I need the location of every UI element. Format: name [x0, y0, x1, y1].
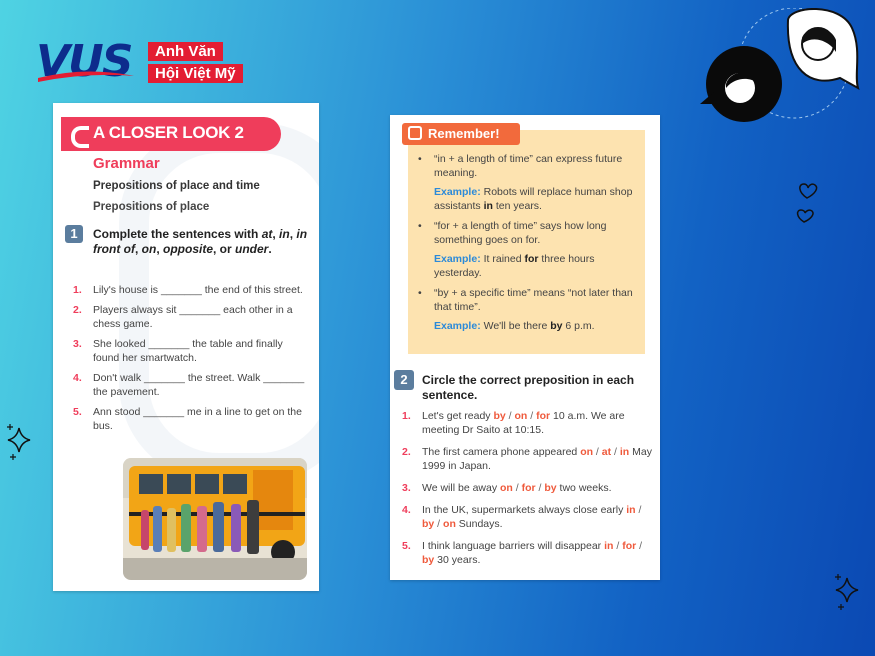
- task-number-badge: 2: [394, 370, 414, 390]
- list-item: 3. We will be away on / for / by two weeks.: [402, 482, 612, 494]
- logo-line1: Anh Văn: [148, 42, 223, 61]
- list-item: 2. Players always sit _______ each other in a chess game.: [73, 304, 293, 330]
- list-item: 1. Lily's house is _______ the end of this street.: [73, 284, 303, 296]
- list-item: 3. She looked _______ the table and finally found her smartwatch.: [73, 338, 283, 364]
- list-item: 5. Ann stood _______ me in a line to get on the bus.: [73, 406, 302, 432]
- list-item: • “in + a length of time” can express future meaning. Example: Robots will replace human shop assistants in ten years.: [416, 152, 638, 213]
- list-item: 2. The first camera phone appeared on / at / in May 1999 in Japan.: [402, 446, 652, 472]
- remember-title: Remember!: [428, 126, 500, 141]
- list-item: 4. Don't walk _______ the street. Walk _______ the pavement.: [73, 372, 305, 398]
- lightbulb-icon: [408, 126, 422, 140]
- remember-list: [416, 152, 638, 339]
- logo-brand: VUS: [36, 36, 132, 87]
- subheading-1: Prepositions of place and time: [93, 180, 260, 192]
- grammar-heading: Grammar: [93, 155, 160, 172]
- list-item: 5. I think language barriers will disappear in / for / by 30 years.: [402, 540, 643, 566]
- textbook-page-left: [53, 103, 319, 591]
- task-instruction: Circle the correct preposition in each sentence.: [422, 373, 635, 402]
- list-item: 1. Let's get ready by / on / for 10 a.m. We are meeting Dr Saito at 10:15.: [402, 410, 625, 436]
- remember-box: [408, 130, 645, 354]
- example-text: Example: It rained for three hours yesterday.: [434, 253, 595, 279]
- sparkle-icon: [832, 572, 862, 612]
- section-banner: [61, 117, 281, 151]
- banner-title: A CLOSER LOOK 2: [93, 123, 244, 142]
- task-number-badge: 1: [65, 225, 83, 243]
- avatar-chat-illustration: [690, 8, 870, 128]
- exercise-list: [402, 409, 652, 575]
- task-instruction: Complete the sentences with at, in, in front of, on, opposite, or under.: [93, 227, 308, 256]
- banner-arrow-icon: [71, 126, 89, 148]
- example-text: Example: We'll be there by 6 p.m.: [434, 320, 595, 332]
- list-item: • “by + a specific time” means “not later than that time”. Example: We'll be there by 6 p.m.: [416, 286, 638, 333]
- remember-header: [402, 123, 520, 145]
- hearts-icon: [792, 180, 822, 226]
- logo-swoosh-icon: [38, 70, 134, 82]
- list-item: • “for + a length of time” says how long something goes on for. Example: It rained for three hours yesterday.: [416, 219, 638, 280]
- list-item: 4. In the UK, supermarkets always close early in / by / on Sundays.: [402, 504, 642, 530]
- textbook-page-right: [390, 115, 660, 580]
- exercise-list: [73, 283, 308, 439]
- school-bus-photo: [123, 458, 307, 580]
- subheading-2: Prepositions of place: [93, 201, 210, 213]
- logo-line2: Hội Việt Mỹ: [148, 64, 243, 83]
- sparkle-icon: [4, 422, 34, 462]
- example-text: Example: Robots will replace human shop assistants in ten years.: [434, 186, 633, 212]
